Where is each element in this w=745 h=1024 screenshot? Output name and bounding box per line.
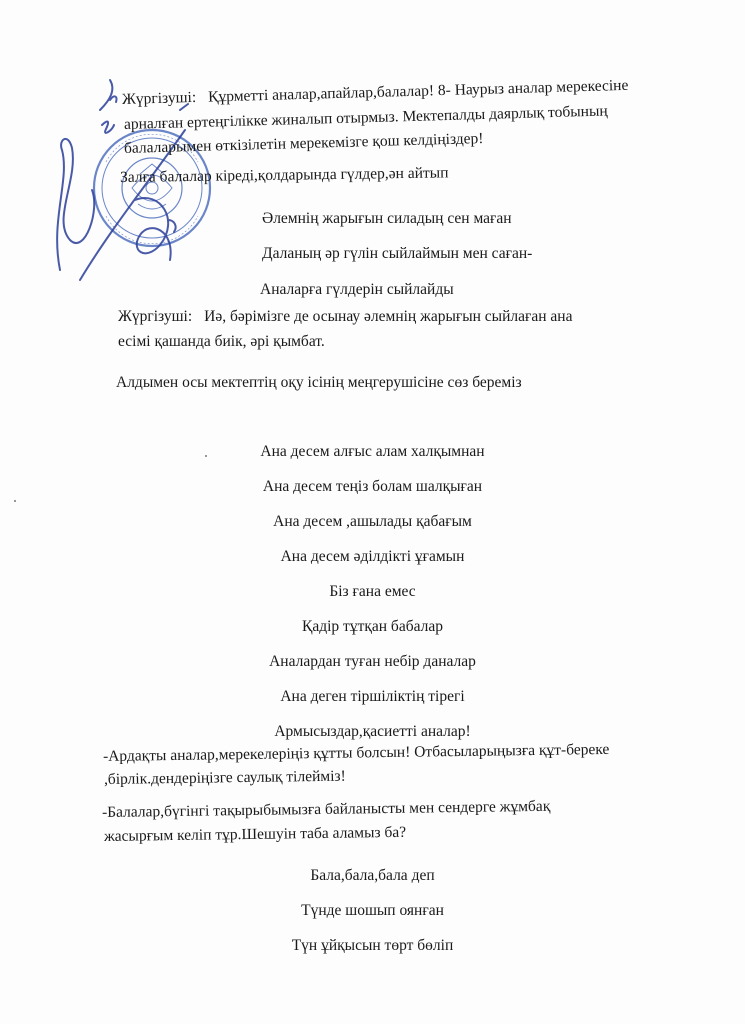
invitation-line: Алдымен осы мектептің оқу ісінің меңгерушісіне сөз береміз	[116, 374, 522, 391]
poem-line: Қадір тұтқан бабалар	[302, 618, 443, 635]
host-line-2: есімі қашанда биік, әрі қымбат.	[118, 333, 325, 350]
poem-line: Аналардан туған небір даналар	[269, 653, 476, 670]
speaker-label: Жүргізуші:	[121, 88, 197, 108]
song-line: Әлемнің жарығын силадың сен маған	[262, 210, 512, 227]
scan-speck	[205, 455, 207, 457]
scan-speck	[14, 500, 16, 502]
song-line: Аналарға гүлдерін сыйлайды	[260, 281, 454, 298]
riddle-line: Бала,бала,бала деп	[310, 867, 435, 884]
greeting-line-1: -Ардақты аналар,мерекелеріңіз құтты болсын! Отбасыларыңызға құт-береке	[102, 740, 610, 765]
poem-line: Ана десем алғыс алам халқымнан	[260, 443, 485, 460]
riddle-line: Түн ұйқысын төрт бөліп	[291, 937, 454, 954]
intro-line-3: балаларымен өткізілетін мерекемізге қош келдіңіздер!	[123, 129, 484, 157]
riddle-intro-line-2: жасырғым келіп тұр.Шешуін таба аламыз ба?	[103, 823, 407, 845]
stage-direction: Залға балалар кіреді,қолдарында гүлдер,ән айтып	[119, 164, 449, 186]
riddle-intro-line-1: -Балалар,бүгінгі тақырыбымызға байланысты мен сендерге жұмбақ	[101, 797, 551, 821]
riddle-line: Түнде шошып оянған	[301, 902, 444, 919]
intro-line-2: арналған ертеңгілікке жиналып отырмыз. Мектепалды даярлық тобының	[123, 102, 608, 133]
intro-line-1: Жүргізуші: Құрметті аналар,апайлар,балалар! 8- Наурыз аналар мерекесіне	[121, 76, 629, 108]
poem-line: Ана деген тіршіліктің тірегі	[280, 688, 465, 705]
poem-line: Ана десем әділдікті ұғамын	[280, 548, 465, 565]
host-line-1: Жүргізуші: Иә, бәрімізге де осынау әлемнің жарығын сыйлаған ана	[118, 308, 573, 325]
greeting-line-2: ,бірлік.дендеріңізге саулық тілейміз!	[103, 767, 346, 788]
speaker-label: Жүргізуші:	[118, 308, 193, 325]
song-line: Даланың әр гүлін сыйлаймын мен саған-	[262, 245, 533, 262]
poem-line: Біз ғана емес	[329, 583, 416, 600]
poem-line: Армысыздар,қасиетті аналар!	[274, 723, 471, 740]
poem-line: Ана десем теңіз болам шалқыған	[262, 478, 483, 495]
poem-line: Ана десем ,ашылады қабағым	[273, 513, 472, 530]
